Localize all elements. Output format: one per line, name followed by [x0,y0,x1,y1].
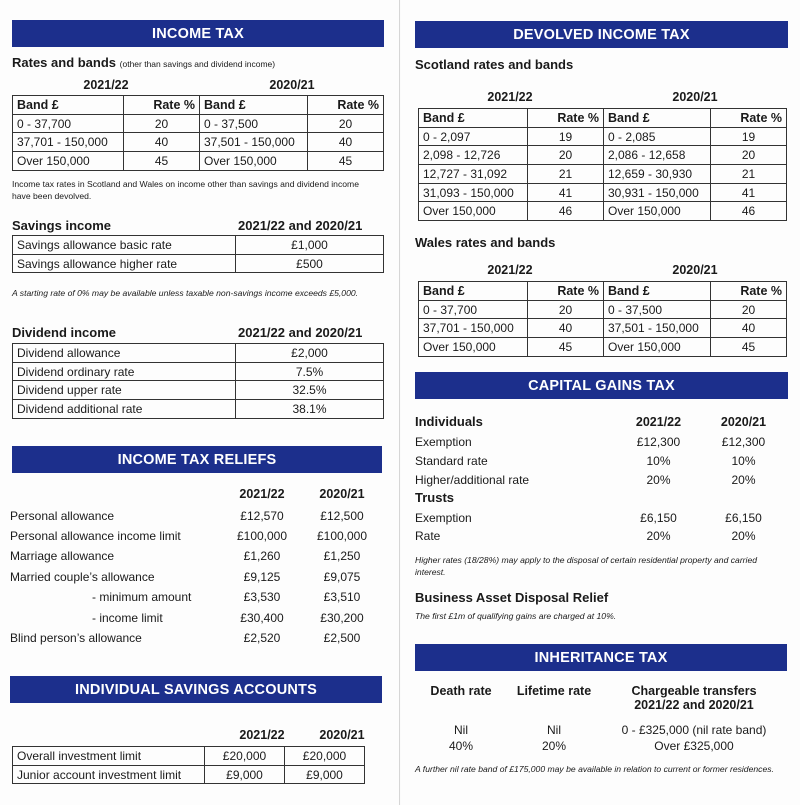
rate-cell: 20 [528,146,604,165]
income-tax-header: INCOME TAX [12,20,384,47]
list-value: 20% [646,473,671,487]
rate-cell: 19 [528,127,604,146]
cgt-trusts-title: Trusts [415,490,455,505]
list-item: Rate [415,529,441,543]
scot-year-a: 2021/22 [487,90,533,104]
band-cell: 2,098 - 12,726 [419,146,528,165]
label-cell: Dividend ordinary rate [13,362,236,381]
label-cell: Junior account investment limit [13,765,205,784]
savings-note: A starting rate of 0% may be available unless taxable non-savings income exceeds £5,000. [12,288,359,298]
table-row [13,152,200,171]
savings-table [12,235,384,273]
band-cell: 37,501 - 150,000 [200,133,308,152]
list-value: £9,075 [323,570,361,584]
scotland-title: Scotland rates and bands [415,57,574,72]
list-item: Personal allowance [10,509,115,523]
cgt-header: CAPITAL GAINS TAX [415,372,788,399]
rates-bands-title-note: (other than savings and dividend income) [119,59,276,69]
band-cell: 0 - 2,085 [604,127,711,146]
col-band: Band £ [419,282,528,301]
table-row [419,183,604,202]
band-cell: Over 150,000 [13,152,124,171]
label-cell: Savings allowance basic rate [13,236,236,255]
rate-cell: 46 [528,202,604,221]
col-rate: Rate % [308,96,384,115]
col-band: Band £ [419,109,528,128]
table-row [419,146,604,165]
table-row [604,319,787,338]
list-item: - income limit [92,611,163,625]
band-cell: Over 150,000 [200,152,308,171]
list-value: 10% [731,454,756,468]
band-cell: 0 - 37,500 [200,114,308,133]
list-value: £12,570 [240,509,284,523]
list-item: Standard rate [415,454,488,468]
dividend-year: 2021/22 and 2020/21 [238,325,363,340]
list-value: 40% [448,739,474,753]
list-value: £6,150 [725,511,762,525]
isa-table [12,746,365,784]
list-value: £30,200 [320,611,364,625]
band-cell: 37,701 - 150,000 [419,319,528,338]
reliefs-year-a: 2021/22 [239,487,285,501]
badr-note: The first £1m of qualifying gains are charged at 10%. [415,611,617,621]
rate-cell: 45 [124,152,200,171]
reliefs-year-b: 2020/21 [319,487,365,501]
scotland-table-b [603,108,787,221]
iht-note: A further nil rate band of £175,000 may be available in relation to current or former residences. [415,764,774,774]
band-cell: Over 150,000 [419,338,528,357]
savings-year: 2021/22 and 2020/21 [238,218,363,233]
list-item: Blind person’s allowance [10,631,142,645]
list-item: Married couple’s allowance [10,570,155,584]
scot-year-b: 2020/21 [672,90,718,104]
rate-cell: 19 [711,127,787,146]
cgt-year-b: 2020/21 [720,415,767,429]
rates-bands-title-text: Rates and bands [12,55,117,70]
table-row [604,146,787,165]
rate-cell: 20 [711,300,787,319]
income-tax-table-b [199,95,384,171]
rate-cell: 41 [711,183,787,202]
value-cell: 7.5% [236,362,384,381]
band-cell: 30,931 - 150,000 [604,183,711,202]
list-value: 10% [646,454,671,468]
band-cell: 0 - 37,700 [419,300,528,319]
list-value: £2,520 [243,631,281,645]
iht-col-transfers-line1: Chargeable transfers [631,684,757,698]
table-row [13,254,384,273]
cgt-individuals-title: Individuals [415,414,483,429]
dividend-title: Dividend income [12,325,117,340]
table-row [13,236,384,255]
wales-title: Wales rates and bands [415,235,556,250]
band-cell: 0 - 37,500 [604,300,711,319]
wales-year-b: 2020/21 [672,263,718,277]
iht-header: INHERITANCE TAX [415,644,787,671]
band-cell: 0 - 2,097 [419,127,528,146]
table-row [604,300,787,319]
income-tax-table-a [12,95,200,171]
cgt-note: Higher rates (18/28%) may apply to the disposal of certain residential property and carried interest. [415,555,758,577]
rate-cell: 21 [528,165,604,184]
value-cell: £9,000 [285,765,365,784]
iht-col-transfers [601,684,787,712]
list-value: £12,300 [721,435,766,449]
table-row [604,202,787,221]
list-value: £12,300 [636,435,681,449]
band-cell: 37,701 - 150,000 [13,133,124,152]
isa-header: INDIVIDUAL SAVINGS ACCOUNTS [10,676,382,703]
value-cell: 32.5% [236,381,384,400]
list-value: £1,250 [323,549,361,563]
rate-cell: 20 [528,300,604,319]
band-cell: 12,659 - 30,930 [604,165,711,184]
col-rate: Rate % [711,282,787,301]
band-cell: 0 - 37,700 [13,114,124,133]
list-item: Higher/additional rate [415,473,530,487]
rate-cell: 45 [528,338,604,357]
list-value: £1,260 [243,549,281,563]
list-item: Personal allowance income limit [10,529,181,543]
band-cell: 2,086 - 12,658 [604,146,711,165]
rate-cell: 21 [711,165,787,184]
band-cell: Over 150,000 [604,202,711,221]
table-row [419,300,604,319]
table-row [604,338,787,357]
wales-year-a: 2021/22 [487,263,533,277]
table-row [13,381,384,400]
devolved-header: DEVOLVED INCOME TAX [415,21,788,48]
list-value: 20% [646,529,671,543]
rate-cell: 40 [528,319,604,338]
table-row [604,165,787,184]
table-row [13,133,200,152]
table-row [200,152,384,171]
iht-col-death: Death rate [430,684,492,698]
list-value: £6,150 [640,511,677,525]
income-tax-year-a: 2021/22 [83,78,129,92]
rate-cell: 40 [308,133,384,152]
scotland-table-a [418,108,604,221]
rate-cell: 20 [308,114,384,133]
rate-cell: 40 [124,133,200,152]
label-cell: Overall investment limit [13,747,205,766]
col-rate: Rate % [528,109,604,128]
list-value: Over £325,000 [654,739,734,753]
table-row [13,747,365,766]
band-cell: Over 150,000 [419,202,528,221]
list-value: £30,400 [240,611,284,625]
table-row [13,765,365,784]
list-value: 20% [731,473,756,487]
rate-cell: 40 [711,319,787,338]
table-row [419,202,604,221]
table-row [200,133,384,152]
wales-table-a [418,281,604,357]
value-cell: £9,000 [205,765,285,784]
table-row [604,127,787,146]
label-cell: Dividend upper rate [13,381,236,400]
rate-cell: 20 [711,146,787,165]
list-value: £3,510 [323,590,361,604]
income-tax-year-b: 2020/21 [269,78,315,92]
iht-col-transfers-line2: 2021/22 and 2020/21 [634,698,754,712]
table-row [419,127,604,146]
dividend-table [12,343,384,419]
label-cell: Savings allowance higher rate [13,254,236,273]
value-cell: £20,000 [285,747,365,766]
list-item: Exemption [415,435,472,449]
rate-cell: 20 [124,114,200,133]
badr-title: Business Asset Disposal Relief [415,590,609,605]
col-rate: Rate % [528,282,604,301]
list-value: £100,000 [316,529,368,543]
value-cell: £20,000 [205,747,285,766]
list-value: 20% [541,739,567,753]
col-band: Band £ [13,96,124,115]
value-cell: £1,000 [236,236,384,255]
table-row [13,114,200,133]
table-row [200,114,384,133]
list-item: - minimum amount [92,590,192,604]
col-band: Band £ [604,282,711,301]
wales-table-b [603,281,787,357]
col-band: Band £ [200,96,308,115]
label-cell: Dividend allowance [13,344,236,363]
list-value: 20% [731,529,756,543]
col-rate: Rate % [711,109,787,128]
devolved-note: Income tax rates in Scotland and Wales on income other than savings and dividend income have been devolved. [12,179,359,201]
list-value: £2,500 [323,631,361,645]
band-cell: 31,093 - 150,000 [419,183,528,202]
cgt-year-a: 2021/22 [635,415,682,429]
isa-year-a: 2021/22 [239,728,285,742]
list-value: £9,125 [243,570,281,584]
table-row [419,165,604,184]
rate-cell: 45 [308,152,384,171]
table-row [13,344,384,363]
col-band: Band £ [604,109,711,128]
label-cell: Dividend additional rate [13,400,236,419]
rate-cell: 45 [711,338,787,357]
list-item: Exemption [415,511,472,525]
list-value: £12,500 [320,509,364,523]
table-row [604,183,787,202]
col-rate: Rate % [124,96,200,115]
list-value: 0 - £325,000 (nil rate band) [621,723,767,737]
table-row [13,400,384,419]
list-value: Nil [547,723,561,737]
table-row [13,362,384,381]
band-cell: 37,501 - 150,000 [604,319,711,338]
value-cell: 38.1% [236,400,384,419]
band-cell: 12,727 - 31,092 [419,165,528,184]
list-value: £3,530 [243,590,281,604]
table-row [419,338,604,357]
list-value: £100,000 [236,529,288,543]
value-cell: £500 [236,254,384,273]
rate-cell: 41 [528,183,604,202]
list-value: Nil [454,723,468,737]
right-page [401,0,800,805]
savings-title: Savings income [12,218,111,233]
isa-year-b: 2020/21 [319,728,365,742]
rate-cell: 46 [711,202,787,221]
table-row [419,319,604,338]
band-cell: Over 150,000 [604,338,711,357]
iht-col-lifetime: Lifetime rate [516,684,592,698]
rates-bands-title [12,55,275,70]
reliefs-header: INCOME TAX RELIEFS [12,446,382,473]
list-item: Marriage allowance [10,549,115,563]
value-cell: £2,000 [236,344,384,363]
